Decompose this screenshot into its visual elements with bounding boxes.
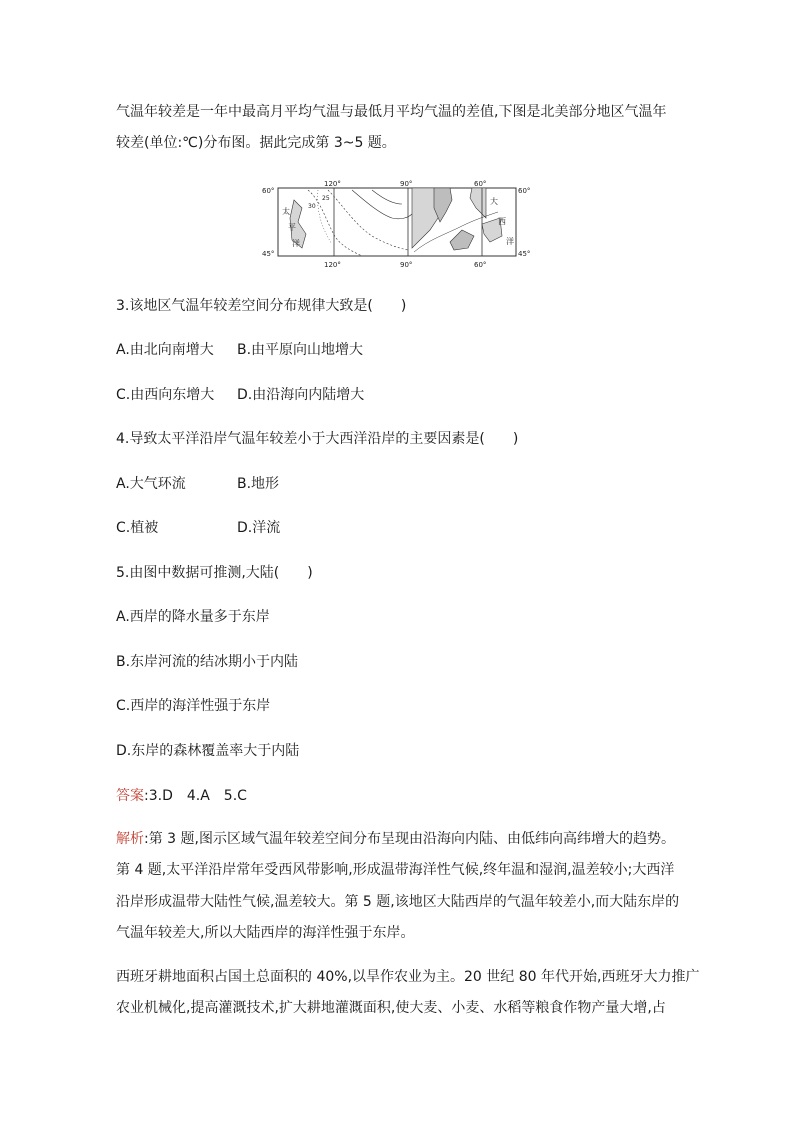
analysis-label: 解析 <box>116 831 144 847</box>
analysis-line-4: 气温年较差大,所以大陆西岸的海洋性强于东岸。 <box>116 925 415 941</box>
lon-top-120: 120° <box>324 180 341 188</box>
analysis-line-1 <box>116 829 675 849</box>
atlantic-char-2: 西 <box>498 217 506 226</box>
next-passage-line-1: 西班牙耕地面积占国土总面积的 40%,以旱作农业为主。20 世纪 80 年代开始,西班牙大力推广 <box>116 969 700 985</box>
atlantic-char-1: 大 <box>490 197 498 206</box>
next-passage-line-2: 农业机械化,提高灌溉技术,扩大耕地灌溉面积,使大麦、小麦、水稻等粮食作物产量大增,占 <box>116 1000 666 1016</box>
answer-text: :3.D 4.A 5.C <box>144 788 247 804</box>
intro-line-1: 气温年较差是一年中最高月平均气温与最低月平均气温的差值,下图是北美部分地区气温年 <box>116 104 667 120</box>
lat-top-right: 60° <box>518 187 531 195</box>
q3-option-c: C.由西向东增大 <box>116 387 215 403</box>
analysis-line-3: 沿岸形成温带大陆性气候,温差较大。第 5 题,该地区大陆西岸的气温年较差小,而大陆东岸的 <box>116 894 680 910</box>
q5-option-a: A.西岸的降水量多于东岸 <box>116 609 270 625</box>
q4-option-b: B.地形 <box>237 476 280 492</box>
q4-option-d: D.洋流 <box>237 520 281 536</box>
analysis-line-2: 第 4 题,太平洋沿岸常年受西风带影响,形成温带海洋性气候,终年温和湿润,温差较小;大西洋 <box>116 862 675 878</box>
q3-option-a: A.由北向南增大 <box>116 342 214 358</box>
lat-bottom-left: 45° <box>262 250 275 258</box>
pacific-char-2: 平 <box>288 223 296 232</box>
intro-line-2: 较差(单位:℃)分布图。据此完成第 3~5 题。 <box>116 135 396 151</box>
lat-top-left: 60° <box>262 187 275 195</box>
answer-line <box>116 786 247 806</box>
lon-top-90: 90° <box>400 180 413 188</box>
isoline-value-25: 25 <box>322 195 330 202</box>
question-4-stem: 4.导致太平洋沿岸气温年较差小于大西洋沿岸的主要因素是( ) <box>116 431 519 447</box>
q3-option-d: D.由沿海向内陆增大 <box>237 387 365 403</box>
pacific-char-3: 洋 <box>292 239 300 248</box>
lon-bottom-90: 90° <box>400 261 413 269</box>
q5-option-c: C.西岸的海洋性强于东岸 <box>116 698 271 714</box>
q4-option-a: A.大气环流 <box>116 476 186 492</box>
question-5-stem: 5.由图中数据可推测,大陆( ) <box>116 565 313 581</box>
atlantic-char-3: 洋 <box>506 237 514 246</box>
lat-bottom-right: 45° <box>518 250 531 258</box>
q5-option-b: B.东岸河流的结冰期小于内陆 <box>116 654 299 670</box>
pacific-char-1: 太 <box>282 207 290 216</box>
lon-bottom-120: 120° <box>324 261 341 269</box>
q5-option-d: D.东岸的森林覆盖率大于内陆 <box>116 743 300 759</box>
q3-option-b: B.由平原向山地增大 <box>237 342 364 358</box>
isoline-value-30: 30 <box>308 203 316 210</box>
analysis-text-1: :第 3 题,图示区域气温年较差空间分布呈现由沿海向内陆、由低纬向高纬增大的趋势。 <box>144 831 675 847</box>
temperature-range-map <box>262 178 534 273</box>
lon-bottom-60: 60° <box>474 261 487 269</box>
question-3-stem: 3.该地区气温年较差空间分布规律大致是( ) <box>116 298 407 314</box>
q4-option-c: C.植被 <box>116 520 159 536</box>
lon-top-60: 60° <box>474 180 487 188</box>
answer-label: 答案 <box>116 788 144 804</box>
